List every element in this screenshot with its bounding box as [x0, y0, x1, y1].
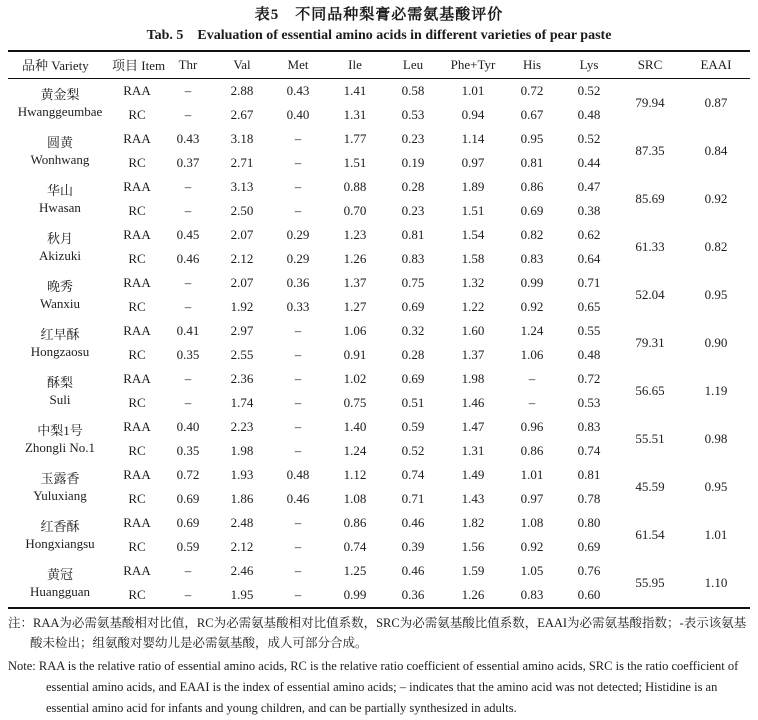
raa-value: 0.23: [401, 130, 425, 146]
raa-value: 1.54: [461, 226, 485, 242]
raa-value: 0.86: [343, 514, 367, 530]
column-header: Phe+Tyr: [450, 56, 496, 72]
raa-value: –: [184, 178, 192, 194]
variety-row-raa: [8, 559, 750, 583]
rc-value: 0.29: [286, 250, 310, 266]
raa-value: 1.82: [461, 514, 485, 530]
item-label-raa: RAA: [123, 274, 151, 290]
rc-value: 1.98: [230, 442, 254, 458]
eaai-value: 0.98: [704, 430, 728, 446]
variety-row-raa: [8, 271, 750, 295]
raa-value: 0.81: [577, 466, 601, 482]
rc-value: 0.74: [343, 538, 367, 554]
rc-value: –: [294, 346, 302, 362]
item-label-rc: RC: [128, 106, 146, 122]
variety-row-raa: [8, 127, 750, 151]
variety-name-zh: 红早酥: [40, 326, 80, 342]
raa-value: 0.74: [401, 466, 425, 482]
variety-name-zh: 中梨1号: [37, 422, 83, 438]
rc-value: 0.65: [577, 298, 601, 314]
eaai-value: 0.87: [704, 94, 728, 110]
raa-value: 0.28: [401, 178, 425, 194]
variety-row-raa: [8, 463, 750, 487]
rc-value: –: [294, 538, 302, 554]
rc-value: 0.97: [461, 154, 485, 170]
raa-value: 0.69: [401, 370, 425, 386]
raa-value: 1.24: [520, 322, 544, 338]
raa-value: 0.29: [286, 226, 310, 242]
eaai-value: 0.95: [704, 478, 728, 494]
item-label-rc: RC: [128, 586, 146, 602]
item-label-rc: RC: [128, 538, 146, 554]
variety-name-zh: 玉露香: [40, 470, 80, 486]
variety-name-en: Hwanggeumbae: [17, 103, 103, 119]
variety-row-raa: [8, 223, 750, 247]
rc-value: 0.75: [343, 394, 367, 410]
rc-value: 0.94: [461, 106, 485, 122]
raa-value: –: [294, 514, 302, 530]
item-label-rc: RC: [128, 394, 146, 410]
raa-value: 1.47: [461, 418, 485, 434]
raa-value: –: [184, 370, 192, 386]
variety-name-zh: 华山: [46, 182, 73, 198]
raa-value: 0.75: [401, 274, 425, 290]
raa-value: 0.76: [577, 562, 601, 578]
rc-value: –: [184, 202, 192, 218]
rc-value: 1.31: [343, 106, 367, 122]
rc-value: 0.70: [343, 202, 367, 218]
raa-value: 0.43: [286, 82, 310, 98]
rc-value: 0.60: [577, 586, 601, 602]
rc-value: –: [294, 586, 302, 602]
item-label-raa: RAA: [123, 370, 151, 386]
raa-value: 1.01: [520, 466, 544, 482]
raa-value: 0.82: [520, 226, 544, 242]
raa-value: 0.43: [176, 130, 200, 146]
note-zh: 注：RAA为必需氨基酸相对比值，RC为必需氨基酸相对比值系数，SRC为必需氨基酸比值系数，EAAI为必需氨基酸指数；-表示该氨基酸未检出；组氨酸对婴幼儿是必需氨基酸，成人可部分合成。: [8, 615, 747, 650]
rc-value: 1.58: [461, 250, 485, 266]
src-value: 87.35: [635, 142, 665, 158]
rc-value: 0.97: [520, 490, 544, 506]
raa-value: 1.01: [461, 82, 485, 98]
rc-value: 2.55: [230, 346, 254, 362]
raa-value: 2.07: [230, 226, 254, 242]
variety-name-en: Wanxiu: [39, 295, 81, 311]
rc-value: 0.37: [176, 154, 200, 170]
raa-value: 1.08: [520, 514, 544, 530]
rc-value: 0.74: [577, 442, 601, 458]
rc-value: 0.99: [343, 586, 367, 602]
column-header: Ile: [348, 56, 362, 72]
variety-name-cell: [8, 175, 112, 223]
raa-value: 0.96: [520, 418, 544, 434]
rc-value: 0.67: [520, 106, 544, 122]
rc-value: 1.24: [343, 442, 367, 458]
raa-value: 1.60: [461, 322, 485, 338]
raa-value: 0.69: [176, 514, 200, 530]
rc-value: 0.36: [401, 586, 425, 602]
item-label-raa: RAA: [123, 82, 151, 98]
raa-value: 2.97: [230, 322, 254, 338]
src-value: 45.59: [635, 478, 665, 494]
column-header: 品种 Variety: [22, 58, 89, 74]
rc-value: 2.67: [230, 106, 254, 122]
raa-value: –: [184, 82, 192, 98]
raa-value: 3.18: [230, 130, 254, 146]
rc-value: 1.43: [461, 490, 485, 506]
variety-name-zh: 黄冠: [46, 566, 73, 582]
variety-name-cell: [8, 511, 112, 559]
raa-value: 3.13: [230, 178, 254, 194]
rc-value: 1.26: [461, 586, 485, 602]
rc-value: 1.08: [343, 490, 367, 506]
src-value: 61.54: [635, 526, 665, 542]
variety-name-en: Zhongli No.1: [24, 439, 96, 455]
variety-row-raa: [8, 78, 750, 103]
rc-value: 1.74: [230, 394, 254, 410]
rc-value: 0.53: [401, 106, 425, 122]
raa-value: –: [294, 130, 302, 146]
rc-value: 1.92: [230, 298, 254, 314]
variety-name-cell: [8, 463, 112, 511]
raa-value: –: [184, 562, 192, 578]
eaai-value: 1.19: [704, 382, 728, 398]
column-header: Met: [287, 56, 309, 72]
raa-value: 0.80: [577, 514, 601, 530]
variety-name-zh: 黄金梨: [40, 86, 80, 102]
raa-value: –: [294, 370, 302, 386]
eaai-value: 0.90: [704, 334, 728, 350]
item-label-rc: RC: [128, 490, 146, 506]
src-value: 56.65: [635, 382, 665, 398]
rc-value: 1.56: [461, 538, 485, 554]
raa-value: 0.62: [577, 226, 601, 242]
eaai-value: 0.84: [704, 142, 728, 158]
raa-value: 2.46: [230, 562, 254, 578]
item-label-rc: RC: [128, 346, 146, 362]
rc-value: –: [184, 298, 192, 314]
raa-value: 1.23: [343, 226, 367, 242]
rc-value: –: [528, 394, 536, 410]
raa-value: 2.23: [230, 418, 254, 434]
rc-value: 0.71: [401, 490, 425, 506]
rc-value: 1.22: [461, 298, 485, 314]
raa-value: 0.46: [401, 562, 425, 578]
rc-value: 0.69: [520, 202, 544, 218]
rc-value: –: [294, 154, 302, 170]
rc-value: 0.46: [176, 250, 200, 266]
raa-value: 0.72: [577, 370, 601, 386]
variety-name-zh: 晚秀: [46, 278, 73, 294]
item-label-rc: RC: [128, 442, 146, 458]
rc-value: 2.12: [230, 538, 254, 554]
column-header: Leu: [402, 56, 424, 72]
raa-value: –: [294, 322, 302, 338]
raa-value: 0.95: [520, 130, 544, 146]
raa-value: 0.72: [520, 82, 544, 98]
raa-value: 0.58: [401, 82, 425, 98]
item-label-rc: RC: [128, 250, 146, 266]
rc-value: 0.69: [176, 490, 200, 506]
rc-value: –: [184, 394, 192, 410]
rc-value: 1.51: [461, 202, 485, 218]
column-header: EAAI: [700, 56, 732, 72]
rc-value: 1.95: [230, 586, 254, 602]
rc-value: 0.40: [286, 106, 310, 122]
variety-name-cell: [8, 319, 112, 367]
raa-value: 0.83: [577, 418, 601, 434]
rc-value: 0.51: [401, 394, 425, 410]
rc-value: 0.83: [401, 250, 425, 266]
eaai-value: 1.01: [704, 526, 728, 542]
raa-value: 1.32: [461, 274, 485, 290]
rc-value: 1.26: [343, 250, 367, 266]
rc-value: 0.83: [520, 250, 544, 266]
raa-value: 1.12: [343, 466, 367, 482]
raa-value: 0.36: [286, 274, 310, 290]
src-value: 79.31: [635, 334, 665, 350]
rc-value: 0.44: [577, 154, 601, 170]
rc-value: 0.86: [520, 442, 544, 458]
item-label-raa: RAA: [123, 514, 151, 530]
variety-name-en: Suli: [49, 391, 71, 407]
src-value: 85.69: [635, 190, 665, 206]
raa-value: 0.41: [176, 322, 200, 338]
rc-value: 0.48: [577, 346, 601, 362]
note-en: Note: RAA is the relative ratio of essential amino acids, RC is the relative ratio coefficient of essential amino acids, SRC is the ratio coefficient of essential amino acids, and EAAI is the index of essential amino acids; – indicates that the amino acid was not detected; Histidine is an essential amino acid for infants and young children, and can be partially synthesized in adults.: [8, 658, 739, 715]
variety-name-cell: [8, 415, 112, 463]
raa-value: –: [294, 562, 302, 578]
variety-name-en: Hongzaosu: [30, 343, 90, 359]
rc-value: 0.78: [577, 490, 601, 506]
item-label-raa: RAA: [123, 226, 151, 242]
rc-value: 0.64: [577, 250, 601, 266]
variety-name-zh: 秋月: [46, 230, 73, 246]
raa-value: 1.93: [230, 466, 254, 482]
raa-value: 0.52: [577, 82, 601, 98]
rc-value: 0.52: [401, 442, 425, 458]
rc-value: 0.59: [176, 538, 200, 554]
item-label-rc: RC: [128, 202, 146, 218]
raa-value: 1.25: [343, 562, 367, 578]
rc-value: 0.92: [520, 298, 544, 314]
rc-value: 0.92: [520, 538, 544, 554]
src-value: 55.51: [635, 430, 665, 446]
raa-value: 0.52: [577, 130, 601, 146]
rc-value: 0.91: [343, 346, 367, 362]
raa-value: 0.71: [577, 274, 601, 290]
variety-name-zh: 圆黄: [46, 134, 73, 150]
column-header: SRC: [637, 56, 663, 72]
header-row: [8, 51, 750, 78]
rc-value: 1.27: [343, 298, 367, 314]
variety-name-zh: 酥梨: [46, 374, 73, 390]
item-label-raa: RAA: [123, 178, 151, 194]
column-header: Val: [233, 56, 251, 72]
column-header: Lys: [579, 56, 599, 72]
src-value: 79.94: [635, 94, 665, 110]
variety-name-en: Yuluxiang: [33, 487, 87, 503]
raa-value: 0.55: [577, 322, 601, 338]
raa-value: 0.88: [343, 178, 367, 194]
raa-value: 1.77: [343, 130, 367, 146]
variety-name-en: Akizuki: [39, 247, 81, 263]
rc-value: –: [294, 394, 302, 410]
raa-value: 1.49: [461, 466, 485, 482]
notes-section: [8, 613, 750, 719]
raa-value: –: [528, 370, 536, 386]
rc-value: 0.69: [401, 298, 425, 314]
rc-value: 0.48: [577, 106, 601, 122]
eaai-value: 0.92: [704, 190, 728, 206]
raa-value: 0.48: [286, 466, 310, 482]
variety-row-raa: [8, 511, 750, 535]
rc-value: 0.39: [401, 538, 425, 554]
rc-value: 1.86: [230, 490, 254, 506]
rc-value: 0.53: [577, 394, 601, 410]
raa-value: 1.41: [343, 82, 367, 98]
raa-value: 1.40: [343, 418, 367, 434]
rc-value: 0.81: [520, 154, 544, 170]
variety-row-raa: [8, 319, 750, 343]
raa-value: 1.59: [461, 562, 485, 578]
raa-value: 2.88: [230, 82, 254, 98]
raa-value: 0.59: [401, 418, 425, 434]
raa-value: 0.40: [176, 418, 200, 434]
rc-value: 0.38: [577, 202, 601, 218]
variety-name-cell: [8, 78, 112, 127]
item-label-rc: RC: [128, 298, 146, 314]
variety-name-en: Hwasan: [39, 199, 81, 215]
variety-name-cell: [8, 367, 112, 415]
raa-value: 2.07: [230, 274, 254, 290]
raa-value: 1.06: [343, 322, 367, 338]
rc-value: –: [184, 106, 192, 122]
raa-value: –: [184, 274, 192, 290]
raa-value: 1.98: [461, 370, 485, 386]
variety-row-raa: [8, 367, 750, 391]
rc-value: 1.46: [461, 394, 485, 410]
raa-value: 1.14: [461, 130, 485, 146]
raa-value: 0.46: [401, 514, 425, 530]
rc-value: 2.12: [230, 250, 254, 266]
rc-value: 0.35: [176, 346, 200, 362]
rc-value: 1.37: [461, 346, 485, 362]
table-title-zh: 表5 不同品种梨膏必需氨基酸评价: [254, 7, 504, 23]
variety-name-cell: [8, 559, 112, 608]
rc-value: 1.51: [343, 154, 367, 170]
eaai-value: 0.95: [704, 286, 728, 302]
rc-value: 2.71: [230, 154, 254, 170]
variety-name-cell: [8, 223, 112, 271]
amino-acid-table: [8, 50, 750, 609]
rc-value: –: [184, 586, 192, 602]
src-value: 61.33: [635, 238, 665, 254]
rc-value: 1.31: [461, 442, 485, 458]
raa-value: 2.36: [230, 370, 254, 386]
raa-value: 0.45: [176, 226, 200, 242]
variety-row-raa: [8, 175, 750, 199]
item-label-raa: RAA: [123, 322, 151, 338]
rc-value: –: [294, 202, 302, 218]
raa-value: 1.37: [343, 274, 367, 290]
eaai-value: 0.82: [704, 238, 728, 254]
raa-value: 0.86: [520, 178, 544, 194]
item-label-raa: RAA: [123, 418, 151, 434]
rc-value: 0.83: [520, 586, 544, 602]
table-body: [8, 78, 750, 608]
raa-value: 2.48: [230, 514, 254, 530]
item-label-raa: RAA: [123, 130, 151, 146]
rc-value: 0.35: [176, 442, 200, 458]
column-header: 项目 Item: [112, 58, 166, 74]
raa-value: 0.72: [176, 466, 200, 482]
column-header: His: [522, 56, 542, 72]
variety-name-zh: 红香酥: [40, 518, 80, 534]
item-label-raa: RAA: [123, 466, 151, 482]
variety-name-en: Huangguan: [30, 583, 90, 599]
rc-value: 2.50: [230, 202, 254, 218]
raa-value: –: [294, 178, 302, 194]
rc-value: 1.06: [520, 346, 544, 362]
variety-row-raa: [8, 415, 750, 439]
column-header: Thr: [178, 56, 198, 72]
rc-value: 0.33: [286, 298, 310, 314]
src-value: 55.95: [635, 574, 665, 590]
rc-value: –: [294, 442, 302, 458]
variety-name-en: Hongxiangsu: [25, 535, 95, 551]
item-label-raa: RAA: [123, 562, 151, 578]
raa-value: 1.05: [520, 562, 544, 578]
rc-value: 0.46: [286, 490, 310, 506]
rc-value: 0.28: [401, 346, 425, 362]
raa-value: 1.02: [343, 370, 367, 386]
raa-value: 0.47: [577, 178, 601, 194]
variety-name-cell: [8, 127, 112, 175]
variety-name-cell: [8, 271, 112, 319]
src-value: 52.04: [635, 286, 665, 302]
raa-value: –: [294, 418, 302, 434]
rc-value: 0.19: [401, 154, 425, 170]
raa-value: 0.81: [401, 226, 425, 242]
rc-value: 0.69: [577, 538, 601, 554]
table-title-en: Tab. 5 Evaluation of essential amino acids in different varieties of pear paste: [146, 28, 612, 43]
eaai-value: 1.10: [704, 574, 728, 590]
item-label-rc: RC: [128, 154, 146, 170]
raa-value: 0.32: [401, 322, 425, 338]
rc-value: 0.23: [401, 202, 425, 218]
raa-value: 1.89: [461, 178, 485, 194]
raa-value: 0.99: [520, 274, 544, 290]
variety-name-en: Wonhwang: [30, 151, 90, 167]
